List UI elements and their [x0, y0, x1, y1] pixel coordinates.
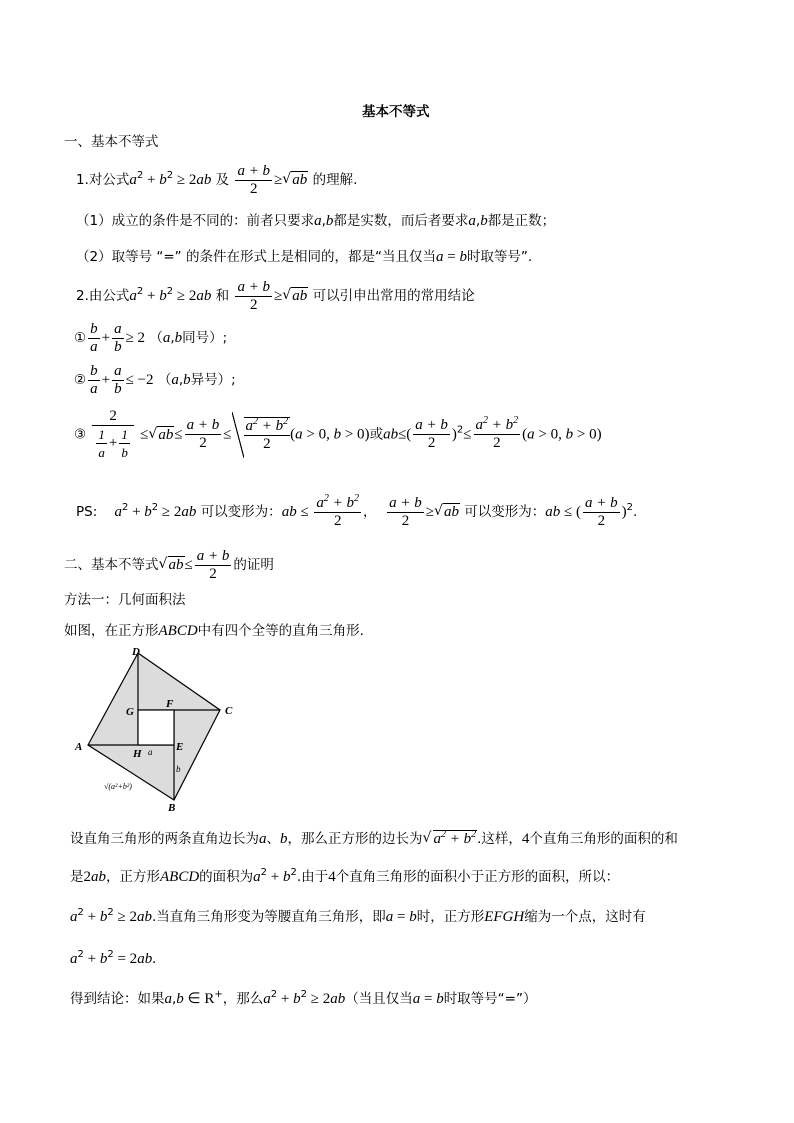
label-G: G: [126, 706, 134, 718]
label-F: F: [166, 698, 174, 710]
inner-square: [138, 710, 174, 745]
paragraph-2: 2.由公式$a^2 + b^2 \ge 2ab$ 和 $\frac{a + b}{2}$ ≥√ ab 可以引申出常用的常用结论: [76, 276, 475, 316]
body-line-4: $a^2 + b^2 = 2ab$.: [70, 949, 156, 967]
method-1-heading: 方法一：几何面积法: [64, 592, 186, 608]
conclusion-line: 得到结论：如果a,b ∈ R+，那么$a^2 + b^2 \ge 2ab$（当且仅当a = b时取等号“=”）: [70, 989, 537, 1007]
body-line-3: $a^2 + b^2 \ge 2ab$.当直角三角形变为等腰直角三角形，即a = b时，正方形EFGH缩为一个点，这时有: [70, 907, 646, 925]
body-line-2: 是2ab，正方形ABCD的面积为$a^2 + b^2$.由于4个直角三角形的面积小于正方形的面积，所以：: [70, 867, 620, 885]
label-E: E: [176, 741, 184, 753]
section-heading-1: 一、基本不等式: [64, 134, 159, 150]
label-C: C: [225, 705, 233, 717]
section-heading-2: 二、基本不等式√ ab≤ $\frac{a + b}{2}$ 的证明: [64, 545, 274, 585]
page-title: 基本不等式: [362, 104, 430, 120]
label-H: H: [133, 748, 142, 760]
paragraph-1: 1.对公式$a^2 + b^2 \ge 2ab$ 及 $\frac{a + b}{2}$ ≥√ ab 的理解.: [76, 160, 357, 200]
conclusion-2: ② $\frac{b}{a}$ + $\frac{a}{b}$ ≤ −2 （a,b异号）;: [74, 362, 236, 397]
label-B: B: [168, 802, 176, 814]
figure-intro: 如图，在正方形ABCD中有四个全等的直角三角形.: [64, 623, 364, 639]
ps-line: PS: $a^2 + b^2 \ge 2ab$ 可以变形为：ab ≤ $\frac{a^2 + b^2}{2}$ ， $\frac{a + b}{2}$ ≥√ ab 可以变形为：ab ≤ ( $\frac{a + b}{2}$ )$^2$.: [76, 490, 637, 534]
body-line-1: 设直角三角形的两条直角边长为a、b，那么正方形的边长为√ $a^2 + b^2$.这样，4个直角三角形的面积的和: [70, 822, 678, 856]
item-1: （1）成立的条件是不同的：前者只要求a,b都是实数，而后者要求a,b都是正数；: [76, 213, 556, 229]
label-b: b: [176, 764, 181, 774]
geometry-figure: [70, 645, 240, 815]
label-D: D: [132, 646, 140, 658]
label-a: a: [148, 747, 153, 757]
label-hypotenuse: √(a²+b²): [104, 782, 132, 791]
item-2: （2）取等号 “=” 的条件在形式上是相同的，都是“当且仅当a = b时取等号”.: [76, 249, 533, 265]
conclusion-1: ① $\frac{b}{a}$ + $\frac{a}{b}$ ≥ 2 （a,b同号）;: [74, 320, 228, 355]
conclusion-3: ③ 2 $\frac{1}{a}$ + $\frac{1}{b}$ ≤√ ab≤ $\frac{a + b}{2}$ ≤ $\frac{a^2 + b^2}{2}$ (a > 0, b > 0)或ab≤( $\frac{a + b}{2}$ )$^2$≤ $\frac{a^2 + b^2}{2}$ (a > 0, b > 0): [74, 408, 602, 461]
label-A: A: [75, 741, 83, 753]
